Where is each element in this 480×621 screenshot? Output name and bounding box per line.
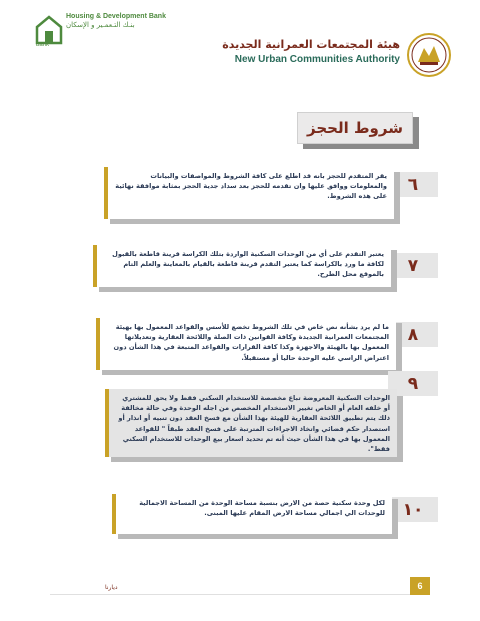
term-text: الوحدات السكنية المعروضة تباع مخصصة للاستخدام السكني فقط ولا يحق للمشتري أو خلفه العام أو الخاص تغيير الاستخدام المخصص من اجله الوحدة وفي حالة مخالفة ذلك يتم تطبيق اللائحة العقارية للهيئة بهذا الشأن مع فسخ العقد دون تنبيه أو انذار أو استصدار حكم قضائي واتخاذ الاجراءات المترتبة على فسخ العقد طبقاً " للقواعد المعمول بها في هذا الشأن حيث أنه تم تحديد اسعار بيع الوحدات للاستخدام السكني فقط". xyxy=(118,394,390,454)
authority-name-ar: هيئة المجتمعات العمرانية الجديدة xyxy=(222,38,400,51)
bank-name-block xyxy=(66,13,176,29)
section-title: شروط الحجز xyxy=(307,119,403,137)
term-box xyxy=(105,389,397,457)
footer-divider xyxy=(50,594,410,595)
term-number: ١٠ xyxy=(402,499,424,520)
term-number: ٩ xyxy=(407,373,419,394)
page-number: 6 xyxy=(417,581,423,591)
authority-seal-icon xyxy=(406,32,452,78)
authority-name-en: New Urban Communities Authority xyxy=(234,54,400,65)
bank-name-en: Housing & Development Bank xyxy=(66,13,166,20)
term-text: يعتبر التقدم على أي من الوحدات السكنية الواردة بتلك الكراسة قرينة قاطعة بالقبول لكافة ما ورد بالكراسة كما يعتبر التقدم قرينة قاطعة بالقيام بالمعاينة والعلم التام بالموقع محل الطرح. xyxy=(112,250,384,279)
term-box xyxy=(96,318,396,370)
term-number: ٦ xyxy=(407,174,419,195)
term-box xyxy=(104,167,394,219)
term-text: ما لم يرد بشأنه نص خاص في تلك الشروط تخضع للأسس والقواعد المعمول بها بهيئة المجتمعات العمرانية الجديدة وكافة القوانين ذات الصلة واللائحة العقارية وتعديلاتها المعمول بها بالهيئة والاجهزة وكذا كافة القرارات والقواعد المتبعة في هذا الشأن دون اعتراض الراسي عليه الوحدة حاليا أو مستقبلاً. xyxy=(113,323,389,362)
term-number: ٨ xyxy=(407,324,419,345)
term-text: يقر المتقدم للحجز بانه قد اطلع على كافة الشروط والمواصفات والبيانات والمعلومات ووافق عليها وان تقدمه للحجز بعد سداد جدية الحجز بمثابة موافقة نهائية على هذه الشروط. xyxy=(115,172,387,201)
bank-name-ar: بنـك التـعمـير و الإسكان xyxy=(66,21,135,29)
term-text: لكل وحدة سكنية حصة من الارض بنسبة مساحة الوحدة من المساحة الاجمالية للوحدات الي اجمالي مساحة الارض المقام عليها المبنى. xyxy=(139,499,385,518)
section-title-box xyxy=(297,112,413,144)
term-box xyxy=(112,494,392,534)
page-number-badge xyxy=(410,577,430,595)
term-box xyxy=(93,245,391,287)
term-number: ٧ xyxy=(407,255,419,276)
bank-short-label: bank xyxy=(36,42,50,48)
footer-label: ديارنا xyxy=(105,584,118,591)
